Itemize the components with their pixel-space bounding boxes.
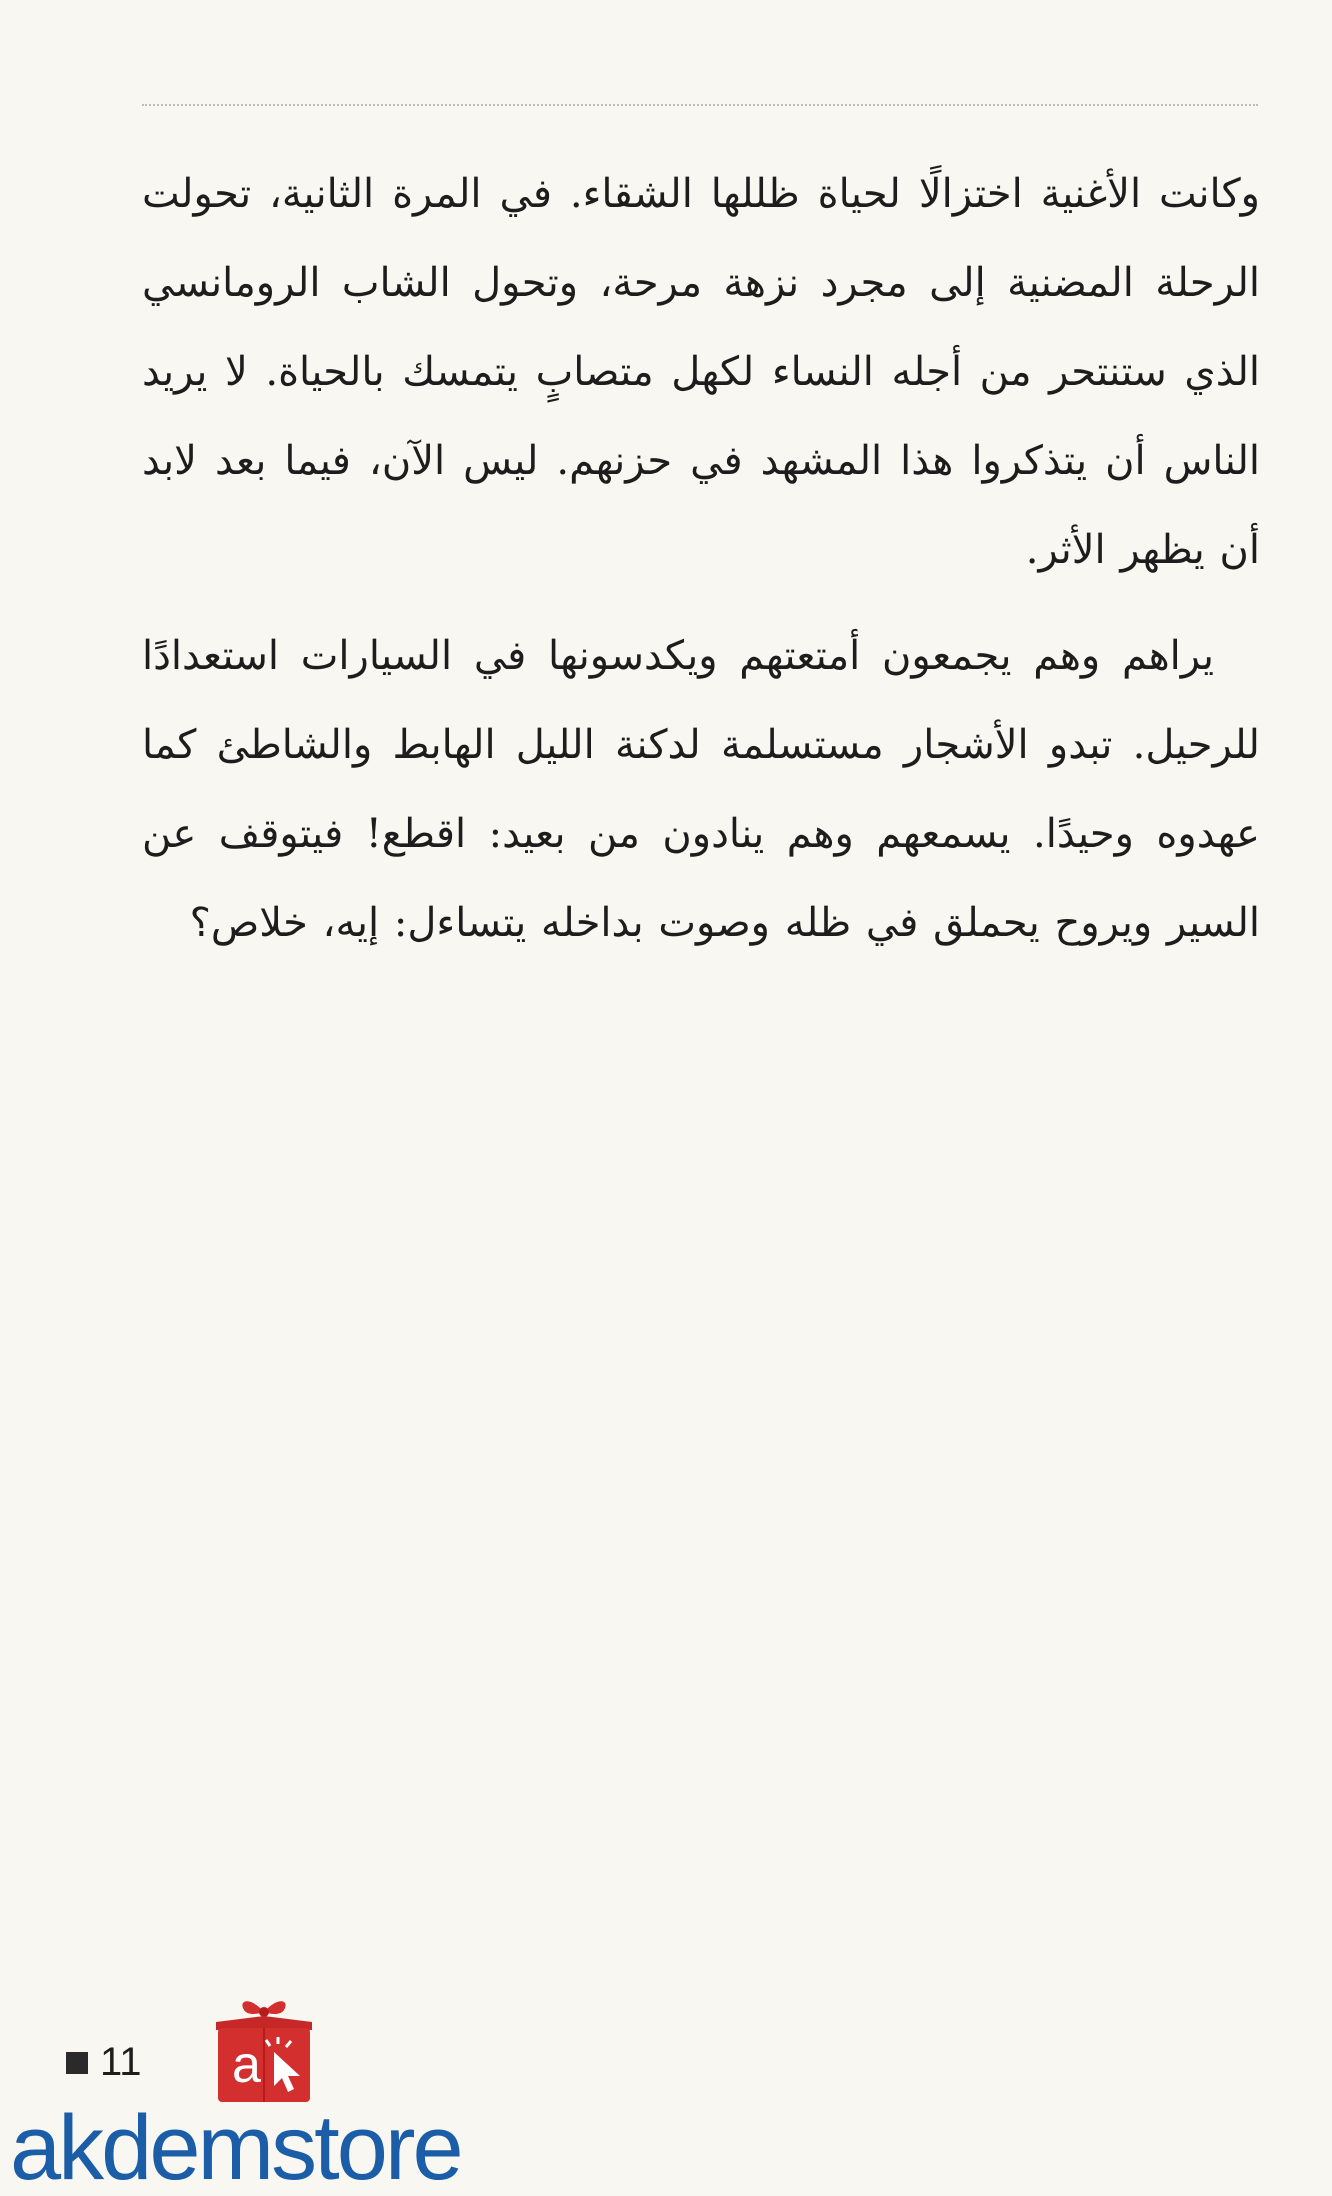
- paragraph-1: وكانت الأغنية اختزالًا لحياة ظللها الشقاء. في المرة الثانية، تحولت الرحلة المضنية إلى مجرد نزهة مرحة، وتحول الشاب الرومانسي الذي ستنتحر من أجله النساء لكهل متصابٍ يتمسك بالحياة. لا يريد الناس أن يتذكروا هذا المشهد في حزنهم. ليس الآن، فيما بعد لابد أن يظهر الأثر.: [142, 171, 1260, 573]
- paragraph-2: يراهم وهم يجمعون أمتعتهم ويكدسونها في السيارات استعدادًا للرحيل. تبدو الأشجار مستسلمة لدكنة الليل الهابط والشاطئ كما عهدوه وحيدًا. يسمعهم وهم ينادون من بعيد: اقطع! فيتوقف عن السير ويروح يحملق في ظله وصوت بداخله يتساءل: إيه، خلاص؟: [142, 633, 1260, 946]
- page-number: 11: [100, 2040, 142, 2084]
- wordmark-first-letter: a: [10, 2097, 59, 2196]
- wordmark-rest: kdemstore: [58, 2097, 461, 2196]
- akdemstore-logo-icon: [210, 1994, 318, 2106]
- logo-emblem-letter: a: [232, 2036, 261, 2094]
- akdemstore-wordmark: [10, 2098, 461, 2194]
- top-dotted-rule: [142, 104, 1258, 106]
- page-number-marker-icon: [66, 2052, 88, 2074]
- page-number-footer: [66, 2040, 142, 2085]
